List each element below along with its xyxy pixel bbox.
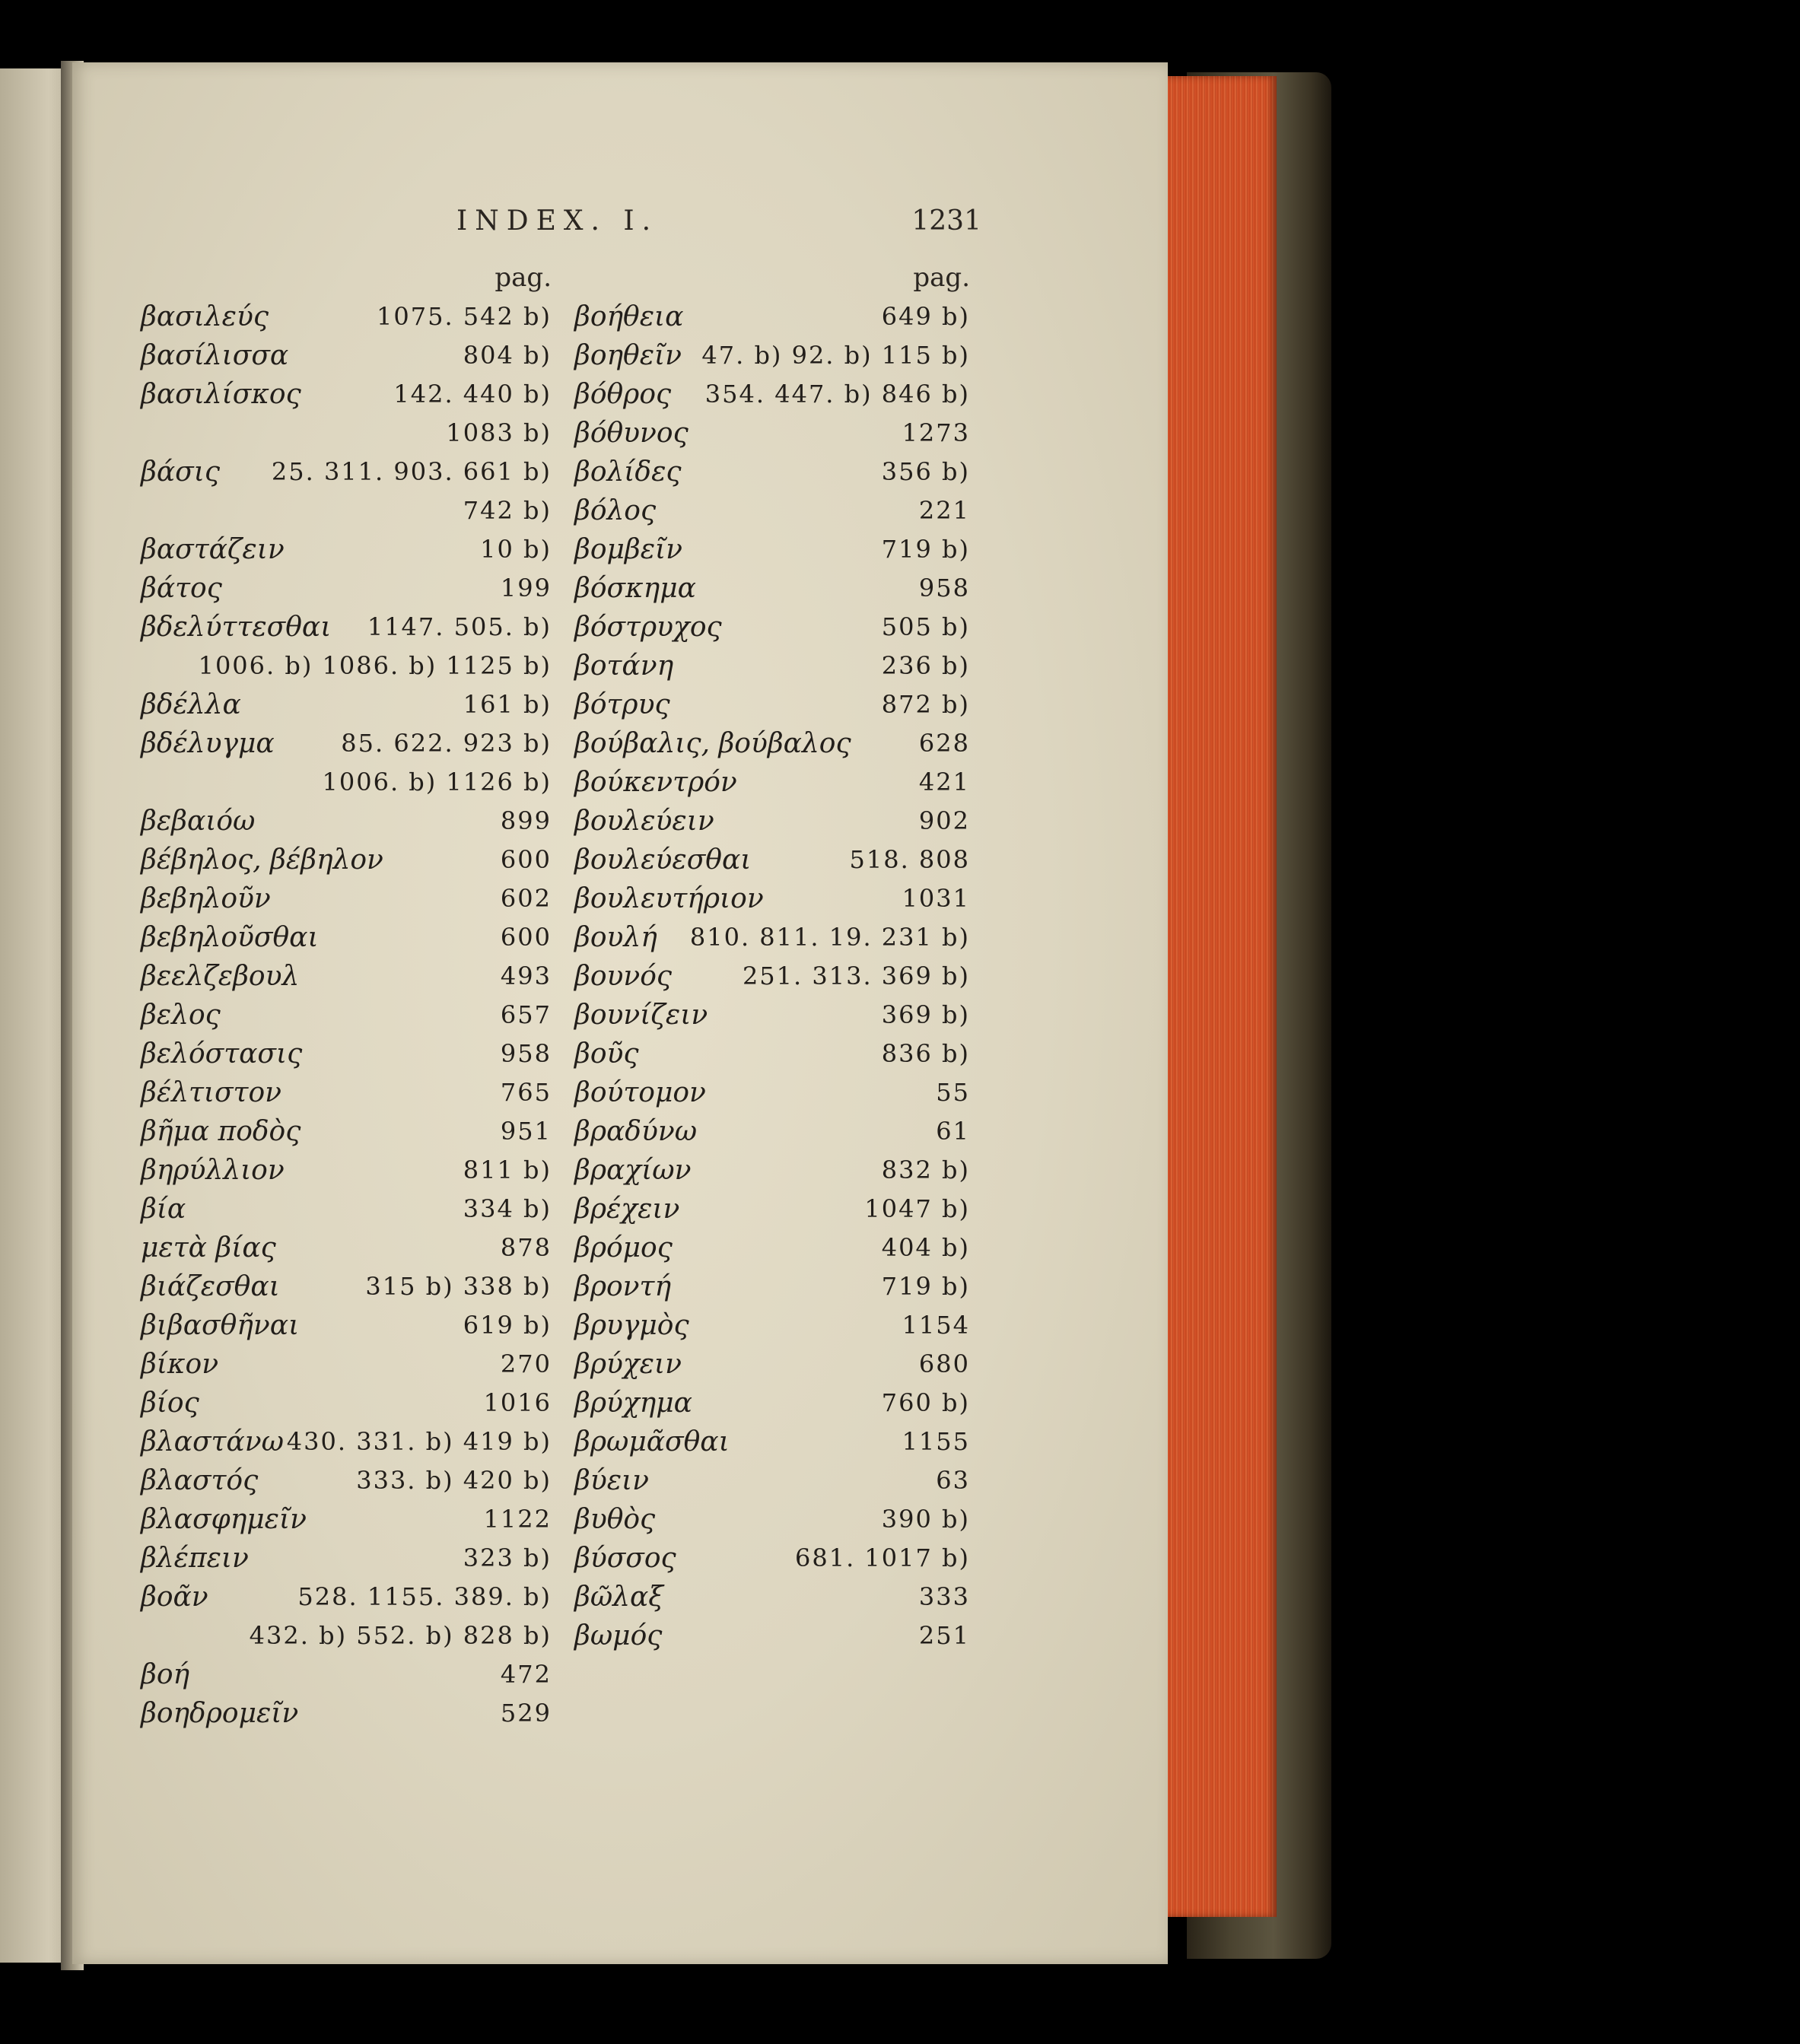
entry-lemma: βόστρυχος <box>574 612 722 643</box>
entry-page-refs: 1147. 505. b) <box>367 612 552 641</box>
index-entry <box>141 647 567 685</box>
index-entry <box>141 1655 567 1694</box>
entry-lemma: βασίλισσα <box>141 340 289 371</box>
entry-page-refs: 1016 <box>483 1388 552 1417</box>
index-entry <box>574 1190 985 1229</box>
entry-lemma: βοᾶν <box>141 1581 208 1613</box>
entry-lemma: βασιλεύς <box>141 301 269 332</box>
index-entry <box>141 1539 567 1578</box>
left-page-edge <box>0 68 70 1963</box>
index-entry <box>574 1151 985 1190</box>
entry-page-refs: 649 b) <box>881 302 970 331</box>
entry-page-refs: 55 <box>936 1078 970 1107</box>
index-entry <box>141 569 567 608</box>
index-entry <box>574 1112 985 1151</box>
entry-lemma: βρύχημα <box>574 1388 692 1419</box>
index-entry <box>574 685 985 724</box>
entry-lemma: βόλος <box>574 495 657 526</box>
index-entry <box>141 685 567 724</box>
index-entry <box>141 918 567 957</box>
index-entry <box>574 1073 985 1112</box>
index-entry <box>574 879 985 918</box>
index-entry <box>141 1190 567 1229</box>
entry-lemma: βλέπειν <box>141 1543 249 1574</box>
entry-page-refs: 315 b) 338 b) <box>365 1272 552 1301</box>
entry-page-refs: 1075. 542 b) <box>377 302 552 331</box>
entry-page-refs: 251. 313. 369 b) <box>742 962 970 990</box>
entry-lemma: βοήθεια <box>574 301 684 332</box>
entry-page-refs: 356 b) <box>881 457 970 486</box>
entry-lemma: βρύχειν <box>574 1349 682 1380</box>
index-entry <box>141 491 567 530</box>
index-entry <box>574 608 985 647</box>
entry-page-refs: 1047 b) <box>864 1194 970 1223</box>
entry-page-refs: 472 <box>500 1660 552 1689</box>
entry-page-refs: 430. 331. b) 419 b) <box>286 1427 552 1456</box>
index-entry <box>574 1035 985 1073</box>
entry-page-refs: 85. 622. 923 b) <box>341 729 552 758</box>
index-entry <box>574 297 985 336</box>
entry-page-refs: 1006. b) 1086. b) 1125 b) <box>198 651 552 680</box>
entry-lemma: βοτάνη <box>574 650 674 682</box>
entry-page-refs: 404 b) <box>881 1233 970 1262</box>
index-entry <box>141 996 567 1035</box>
index-entry <box>141 841 567 879</box>
entry-page-refs: 333. b) 420 b) <box>356 1466 552 1495</box>
index-entry <box>574 1616 985 1655</box>
entry-lemma: βλαστός <box>141 1465 259 1496</box>
entry-page-refs: 221 <box>918 496 970 525</box>
running-title: INDEX. I. <box>456 205 659 237</box>
entry-page-refs: 25. 311. 903. 661 b) <box>271 457 552 486</box>
entry-page-refs: 61 <box>936 1117 970 1146</box>
index-entry <box>574 1267 985 1306</box>
entry-lemma: βροντή <box>574 1271 672 1302</box>
index-entry <box>574 996 985 1035</box>
index-entry <box>141 1306 567 1345</box>
entry-lemma: βῶλαξ <box>574 1581 664 1613</box>
entry-lemma: βεβαιόω <box>141 806 256 837</box>
index-entry <box>574 1423 985 1461</box>
entry-page-refs: 832 b) <box>881 1156 970 1184</box>
entry-page-refs: 505 b) <box>881 612 970 641</box>
entry-page-refs: 47. b) 92. b) 115 b) <box>701 341 970 370</box>
entry-lemma: μετὰ βίας <box>141 1232 276 1264</box>
entry-lemma: βούτομον <box>574 1077 706 1108</box>
index-entry <box>141 608 567 647</box>
index-entry <box>574 1384 985 1423</box>
entry-page-refs: 529 <box>500 1699 552 1728</box>
entry-page-refs: 1031 <box>902 884 970 913</box>
entry-page-refs: 899 <box>500 806 552 835</box>
entry-lemma: βάσις <box>141 456 220 488</box>
entry-lemma: βεβηλοῦσθαι <box>141 922 319 953</box>
entry-lemma: βάτος <box>141 573 222 604</box>
entry-lemma: βηρύλλιον <box>141 1155 285 1186</box>
entry-lemma: βομβεῖν <box>574 534 683 565</box>
index-entry <box>574 802 985 841</box>
entry-lemma: βελος <box>141 1000 221 1031</box>
entry-page-refs: 1273 <box>902 418 970 447</box>
entry-lemma: βοηθεῖν <box>574 340 682 371</box>
index-entry <box>574 1461 985 1500</box>
entry-page-refs: 811 b) <box>463 1156 552 1184</box>
entry-lemma: βρυγμὸς <box>574 1310 689 1341</box>
entry-lemma: βόσκημα <box>574 573 696 604</box>
entry-page-refs: 334 b) <box>463 1194 552 1223</box>
index-entry <box>141 530 567 569</box>
entry-lemma: βία <box>141 1194 186 1225</box>
entry-page-refs: 1006. b) 1126 b) <box>322 768 552 796</box>
entry-page-refs: 63 <box>936 1466 970 1495</box>
entry-lemma: βρόμος <box>574 1232 673 1264</box>
entry-lemma: βουνίζειν <box>574 1000 708 1031</box>
entry-page-refs: 1155 <box>902 1427 970 1456</box>
entry-page-refs: 902 <box>918 806 970 835</box>
entry-lemma: βολίδες <box>574 456 682 488</box>
entry-page-refs: 432. b) 552. b) 828 b) <box>249 1621 552 1650</box>
entry-page-refs: 493 <box>500 962 552 990</box>
index-entry <box>141 1151 567 1190</box>
entry-page-refs: 528. 1155. 389. b) <box>297 1582 552 1611</box>
entry-lemma: βοηδρομεῖν <box>141 1698 299 1729</box>
index-entry <box>141 957 567 996</box>
index-entry <box>574 647 985 685</box>
index-entry <box>574 763 985 802</box>
index-entry <box>574 724 985 763</box>
entry-lemma: βλαστάνω <box>141 1426 284 1458</box>
entry-page-refs: 600 <box>500 923 552 952</box>
entry-page-refs: 760 b) <box>881 1388 970 1417</box>
index-entry <box>141 1035 567 1073</box>
entry-page-refs: 681. 1017 b) <box>795 1543 970 1572</box>
index-entry <box>574 336 985 375</box>
entry-page-refs: 878 <box>500 1233 552 1262</box>
page-number: 1231 <box>911 205 981 237</box>
entry-lemma: βλασφημεῖν <box>141 1504 307 1535</box>
entry-page-refs: 323 b) <box>463 1543 552 1572</box>
index-entry <box>141 802 567 841</box>
entry-page-refs: 1154 <box>902 1311 970 1340</box>
entry-lemma: βουλή <box>574 922 657 953</box>
entry-page-refs: 765 <box>500 1078 552 1107</box>
entry-page-refs: 602 <box>500 884 552 913</box>
index-entry <box>141 1423 567 1461</box>
index-entry <box>574 1500 985 1539</box>
entry-page-refs: 270 <box>500 1349 552 1378</box>
index-entry <box>574 530 985 569</box>
entry-lemma: βότρυς <box>574 689 670 720</box>
index-entry <box>574 414 985 453</box>
index-entry <box>141 1384 567 1423</box>
index-entry <box>141 375 567 414</box>
index-entry <box>574 1539 985 1578</box>
entry-lemma: βουλεύεσθαι <box>574 844 752 876</box>
entry-page-refs: 518. 808 <box>849 845 970 874</box>
entry-page-refs: 10 b) <box>480 535 552 564</box>
index-entry <box>141 724 567 763</box>
index-entry <box>141 1694 567 1733</box>
index-entry <box>141 1073 567 1112</box>
entry-lemma: βιβασθῆναι <box>141 1310 300 1341</box>
entry-page-refs: 236 b) <box>881 651 970 680</box>
entry-lemma: βέβηλος, βέβηλον <box>141 844 383 876</box>
entry-lemma: βοῦς <box>574 1038 639 1070</box>
entry-page-refs: 619 b) <box>463 1311 552 1340</box>
index-entry <box>574 918 985 957</box>
entry-page-refs: 369 b) <box>881 1000 970 1029</box>
entry-page-refs: 951 <box>500 1117 552 1146</box>
index-entry <box>574 569 985 608</box>
entry-page-refs: 1122 <box>483 1505 552 1534</box>
entry-lemma: βεελζεβουλ <box>141 961 300 992</box>
entry-lemma: βδέλυγμα <box>141 728 275 759</box>
index-entry <box>574 453 985 491</box>
entry-lemma: βίκον <box>141 1349 219 1380</box>
entry-page-refs: 390 b) <box>881 1505 970 1534</box>
entry-lemma: βούκεντρόν <box>574 767 737 798</box>
entry-lemma: βραδύνω <box>574 1116 698 1147</box>
index-entry <box>141 1267 567 1306</box>
entry-page-refs: 161 b) <box>463 690 552 719</box>
entry-page-refs: 836 b) <box>881 1039 970 1068</box>
entry-lemma: βόθρος <box>574 379 672 410</box>
index-entry <box>141 1500 567 1539</box>
entry-lemma: βεβηλοῦν <box>141 883 271 914</box>
index-entry <box>574 1345 985 1384</box>
entry-page-refs: 719 b) <box>881 535 970 564</box>
index-entry <box>574 841 985 879</box>
entry-page-refs: 354. 447. b) 846 b) <box>704 380 970 408</box>
entry-page-refs: 742 b) <box>463 496 552 525</box>
entry-lemma: βρέχειν <box>574 1194 680 1225</box>
index-entry <box>574 1306 985 1345</box>
page-header <box>456 205 981 251</box>
entry-lemma: βαστάζειν <box>141 534 285 565</box>
entry-lemma: βουλεύειν <box>574 806 714 837</box>
entry-lemma: βιάζεσθαι <box>141 1271 280 1302</box>
index-entry <box>141 1112 567 1151</box>
entry-lemma: βελόστασις <box>141 1038 303 1070</box>
entry-lemma: βῆμα ποδὸς <box>141 1116 301 1147</box>
entry-lemma: βωμός <box>574 1620 663 1651</box>
index-entry <box>141 879 567 918</box>
entry-page-refs: 958 <box>500 1039 552 1068</box>
index-entry <box>141 1616 567 1655</box>
index-column-left <box>141 262 567 1733</box>
page-edge <box>1162 76 1277 1917</box>
entry-lemma: βύειν <box>574 1465 650 1496</box>
entry-lemma: βίος <box>141 1388 199 1419</box>
column-heading: pag. <box>495 262 552 293</box>
entry-page-refs: 251 <box>918 1621 970 1650</box>
entry-lemma: βυθὸς <box>574 1504 656 1535</box>
index-entry <box>574 375 985 414</box>
entry-page-refs: 199 <box>500 574 552 602</box>
entry-lemma: βόθυνος <box>574 418 689 449</box>
entry-page-refs: 872 b) <box>881 690 970 719</box>
entry-lemma: βύσσος <box>574 1543 676 1574</box>
index-entry <box>574 1578 985 1616</box>
entry-page-refs: 333 <box>918 1582 970 1611</box>
column-heading: pag. <box>913 262 970 293</box>
entry-lemma: βουλευτήριον <box>574 883 764 914</box>
index-entry <box>141 763 567 802</box>
entry-page-refs: 719 b) <box>881 1272 970 1301</box>
entry-lemma: βούβαλις, βούβαλος <box>574 728 851 759</box>
index-entry <box>141 1578 567 1616</box>
entry-page-refs: 804 b) <box>463 341 552 370</box>
entry-page-refs: 600 <box>500 845 552 874</box>
entry-page-refs: 958 <box>918 574 970 602</box>
entry-page-refs: 628 <box>918 729 970 758</box>
index-column-right <box>574 262 985 1655</box>
index-entry <box>574 957 985 996</box>
entry-lemma: βραχίων <box>574 1155 692 1186</box>
entry-page-refs: 142. 440 b) <box>393 380 552 408</box>
entry-lemma: βρωμᾶσθαι <box>574 1426 730 1458</box>
index-entry <box>574 491 985 530</box>
index-entry <box>141 297 567 336</box>
entry-page-refs: 421 <box>918 768 970 796</box>
entry-page-refs: 680 <box>918 1349 970 1378</box>
entry-page-refs: 810. 811. 19. 231 b) <box>689 923 970 952</box>
index-entry <box>141 1229 567 1267</box>
entry-lemma: βοή <box>141 1659 190 1690</box>
index-entry <box>141 336 567 375</box>
entry-page-refs: 657 <box>500 1000 552 1029</box>
index-entry <box>141 453 567 491</box>
index-entry <box>574 1229 985 1267</box>
index-entry <box>141 1345 567 1384</box>
entry-lemma: βασιλίσκος <box>141 379 301 410</box>
entry-lemma: βουνός <box>574 961 673 992</box>
index-entry <box>141 1461 567 1500</box>
entry-lemma: βδέλλα <box>141 689 241 720</box>
entry-lemma: βέλτιστον <box>141 1077 282 1108</box>
entry-lemma: βδελύττεσθαι <box>141 612 332 643</box>
entry-page-refs: 1083 b) <box>446 418 552 447</box>
index-entry <box>141 414 567 453</box>
